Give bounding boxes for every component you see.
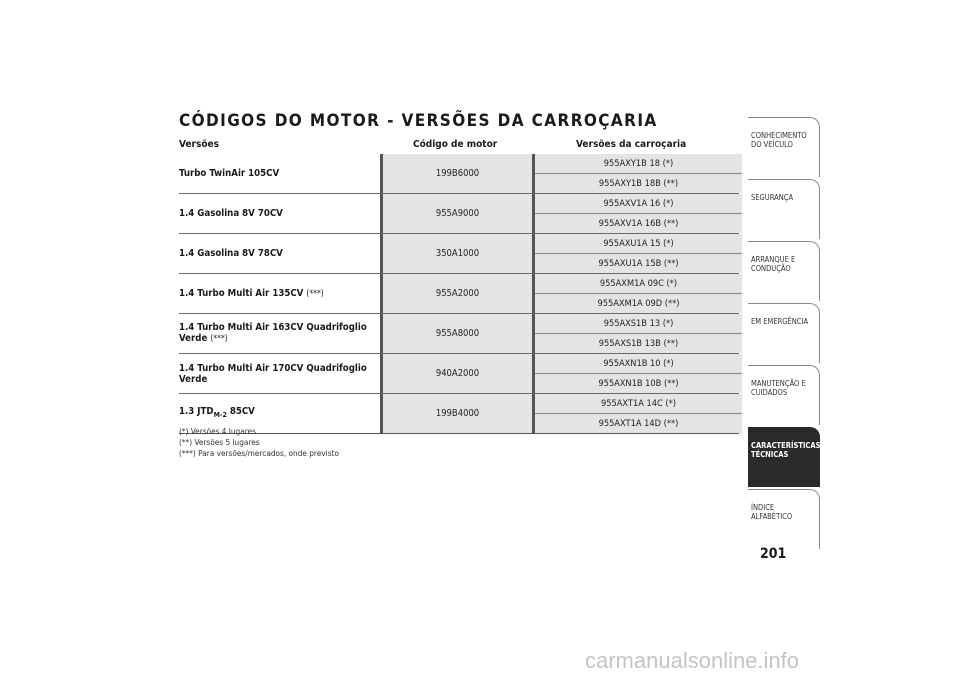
version-cell: 1.4 Turbo Multi Air 135CV (***) [179, 287, 324, 299]
version-cell: 1.4 Turbo Multi Air 163CV Quadrifoglio Verde (***) [179, 322, 367, 344]
page-title: CÓDIGOS DO MOTOR - VERSÕES DA CARROÇARIA [179, 111, 658, 131]
body-version: 955AXT1A 14C (*) [600, 398, 676, 409]
page-number: 201 [760, 546, 787, 562]
body-versions-cell [532, 354, 742, 393]
body-versions-cell [532, 314, 742, 353]
table-row [179, 193, 739, 233]
body-version: 955AXN1B 10 (*) [603, 358, 674, 369]
version-cell: 1.4 Gasolina 8V 70CV [179, 208, 283, 219]
body-version: 955AXT1A 14D (**) [535, 413, 742, 433]
footnote-marker: (***) [306, 288, 324, 299]
version-cell: Turbo TwinAir 105CV [179, 168, 280, 179]
tab-starting-driving[interactable]: ARRANQUE E CONDUÇÃO [748, 241, 820, 301]
header-versions: Versões [179, 139, 219, 150]
table-row [179, 154, 739, 193]
footnote: (**) Versões 5 lugares [179, 437, 260, 447]
tab-index[interactable]: ÍNDICE ALFABÉTICO [748, 489, 820, 549]
tab-maintenance[interactable]: MANUTENÇÃO E CUIDADOS [748, 365, 820, 425]
body-versions-cell [532, 274, 742, 313]
chapter-tabs [748, 117, 820, 551]
table-row [179, 273, 739, 313]
body-version: 955AXU1A 15 (*) [603, 238, 674, 249]
engine-codes-table [179, 137, 739, 434]
body-version: 955AXM1A 09D (**) [535, 293, 742, 313]
body-version: 955AXN1B 10B (**) [535, 373, 742, 393]
table-header [179, 137, 739, 154]
version-cell: 1.4 Turbo Multi Air 170CV Quadrifoglio Verde [179, 362, 367, 385]
tab-emergency[interactable]: EM EMERGÊNCIA [748, 303, 820, 363]
body-versions-cell [532, 394, 742, 433]
engine-code-cell: 350A1000 [380, 234, 532, 273]
footnotes [179, 426, 339, 459]
version-cell: 1.4 Gasolina 8V 78CV [179, 248, 283, 259]
header-body-versions: Versões da carroçaria [576, 139, 687, 150]
body-version: 955AXS1B 13B (**) [535, 333, 742, 353]
body-version: 955AXY1B 18B (**) [535, 173, 742, 193]
table-row [179, 233, 739, 273]
table-row [179, 313, 739, 353]
header-engine-code: Código de motor [413, 139, 498, 150]
tab-technical-specs[interactable]: CARACTERÍSTICAS TÉCNICAS [748, 427, 820, 487]
body-version: 955AXS1B 13 (*) [603, 318, 674, 329]
engine-code-cell: 955A9000 [380, 194, 532, 233]
tab-vehicle-knowledge[interactable]: CONHECIMENTO DO VEÍCULO [748, 117, 820, 177]
table-row [179, 353, 739, 393]
version-cell: 1.3 $JTD_{M-2}$ 85CV [179, 406, 255, 419]
engine-code-cell: 955A2000 [380, 274, 532, 313]
footnote: (***) Para versões/mercados, onde previsto [179, 448, 339, 458]
watermark: carmanualsonline.info [585, 648, 800, 673]
body-versions-cell [532, 194, 742, 233]
engine-code-cell: 199B6000 [380, 154, 532, 193]
footnote-marker: (***) [210, 334, 228, 344]
body-version: 955AXV1A 16 (*) [603, 198, 674, 209]
engine-code-cell: 199B4000 [380, 394, 532, 433]
engine-code-cell: 955A8000 [380, 314, 532, 353]
table-body [179, 154, 739, 434]
footnote: (*) Versões 4 lugares [179, 426, 256, 436]
body-version: 955AXY1B 18 (*) [603, 158, 674, 169]
tab-safety[interactable]: SEGURANÇA [748, 179, 820, 239]
body-versions-cell [532, 154, 742, 193]
body-version: 955AXV1A 16B (**) [535, 213, 742, 233]
body-version: 955AXM1A 09C (*) [599, 278, 678, 289]
engine-code-cell: 940A2000 [380, 354, 532, 393]
body-versions-cell [532, 234, 742, 273]
body-version: 955AXU1A 15B (**) [535, 253, 742, 273]
